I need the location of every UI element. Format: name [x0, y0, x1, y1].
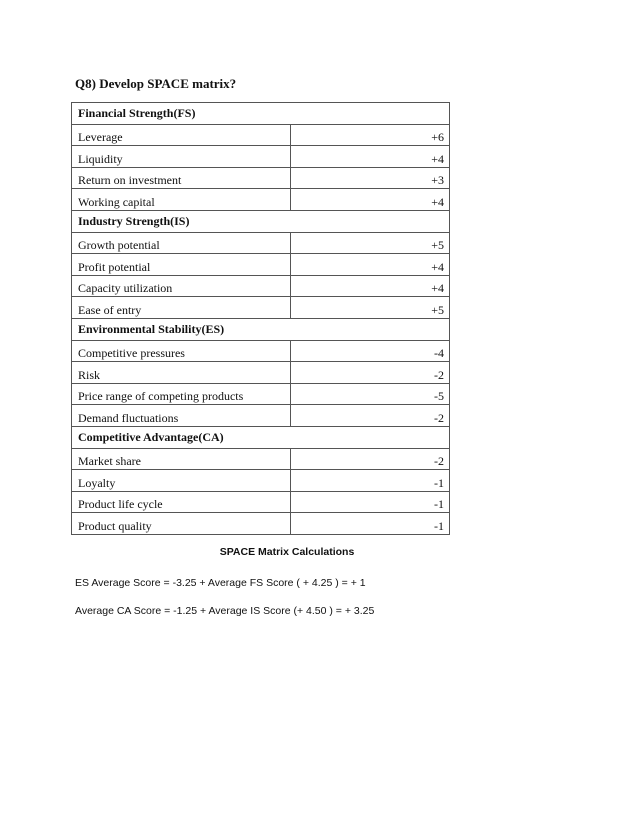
calculations-heading: SPACE Matrix Calculations — [219, 546, 355, 558]
table-row — [72, 167, 450, 189]
factor-value: -4 — [291, 340, 450, 362]
factor-label: Ease of entry — [72, 297, 291, 319]
section-title-es: Environmental Stability(ES) — [72, 318, 450, 340]
factor-value: -1 — [291, 470, 450, 492]
table-row — [72, 124, 450, 146]
section-title-ca: Competitive Advantage(CA) — [72, 426, 450, 448]
factor-label: Demand fluctuations — [72, 405, 291, 427]
table-row — [72, 275, 450, 297]
question-heading: Q8) Develop SPACE matrix? — [75, 76, 237, 91]
factor-label: Price range of competing products — [72, 383, 291, 405]
section-title-fs: Financial Strength(FS) — [72, 103, 450, 125]
table-row — [72, 232, 450, 254]
space-factor-table — [71, 102, 450, 535]
section-header-row — [72, 318, 450, 340]
table-row — [72, 405, 450, 427]
factor-value: +4 — [291, 189, 450, 211]
factor-label: Liquidity — [72, 146, 291, 168]
factor-label: Loyalty — [72, 470, 291, 492]
table-row — [72, 146, 450, 168]
table-row — [72, 362, 450, 384]
factor-value: +6 — [291, 124, 450, 146]
factor-label: Leverage — [72, 124, 291, 146]
factor-value: -1 — [291, 491, 450, 513]
factor-value: -5 — [291, 383, 450, 405]
factor-label: Profit potential — [72, 254, 291, 276]
factor-value: -1 — [291, 513, 450, 535]
factor-label: Competitive pressures — [72, 340, 291, 362]
calculation-line-ca: Average CA Score = -1.25 + Average IS Score (+ 4.50 ) = + 3.25 — [75, 605, 375, 617]
calculation-line-es: ES Average Score = -3.25 + Average FS Score ( + 4.25 ) = + 1 — [75, 577, 366, 589]
section-header-row — [72, 426, 450, 448]
table-row — [72, 254, 450, 276]
factor-value: -2 — [291, 448, 450, 470]
factor-value: +4 — [291, 146, 450, 168]
factor-label: Product quality — [72, 513, 291, 535]
factor-value: +4 — [291, 254, 450, 276]
factor-label: Risk — [72, 362, 291, 384]
table-row — [72, 491, 450, 513]
factor-label: Working capital — [72, 189, 291, 211]
factor-value: -2 — [291, 362, 450, 384]
table-row — [72, 448, 450, 470]
table-row — [72, 340, 450, 362]
table-row — [72, 189, 450, 211]
factor-label: Return on investment — [72, 167, 291, 189]
section-header-row — [72, 103, 450, 125]
table-row — [72, 383, 450, 405]
section-title-is: Industry Strength(IS) — [72, 210, 450, 232]
factor-label: Growth potential — [72, 232, 291, 254]
factor-label: Market share — [72, 448, 291, 470]
section-header-row — [72, 210, 450, 232]
factor-value: +5 — [291, 297, 450, 319]
factor-label: Capacity utilization — [72, 275, 291, 297]
table-row — [72, 297, 450, 319]
table-row — [72, 470, 450, 492]
factor-value: +5 — [291, 232, 450, 254]
table-row — [72, 513, 450, 535]
factor-value: +3 — [291, 167, 450, 189]
factor-value: +4 — [291, 275, 450, 297]
factor-label: Product life cycle — [72, 491, 291, 513]
factor-value: -2 — [291, 405, 450, 427]
